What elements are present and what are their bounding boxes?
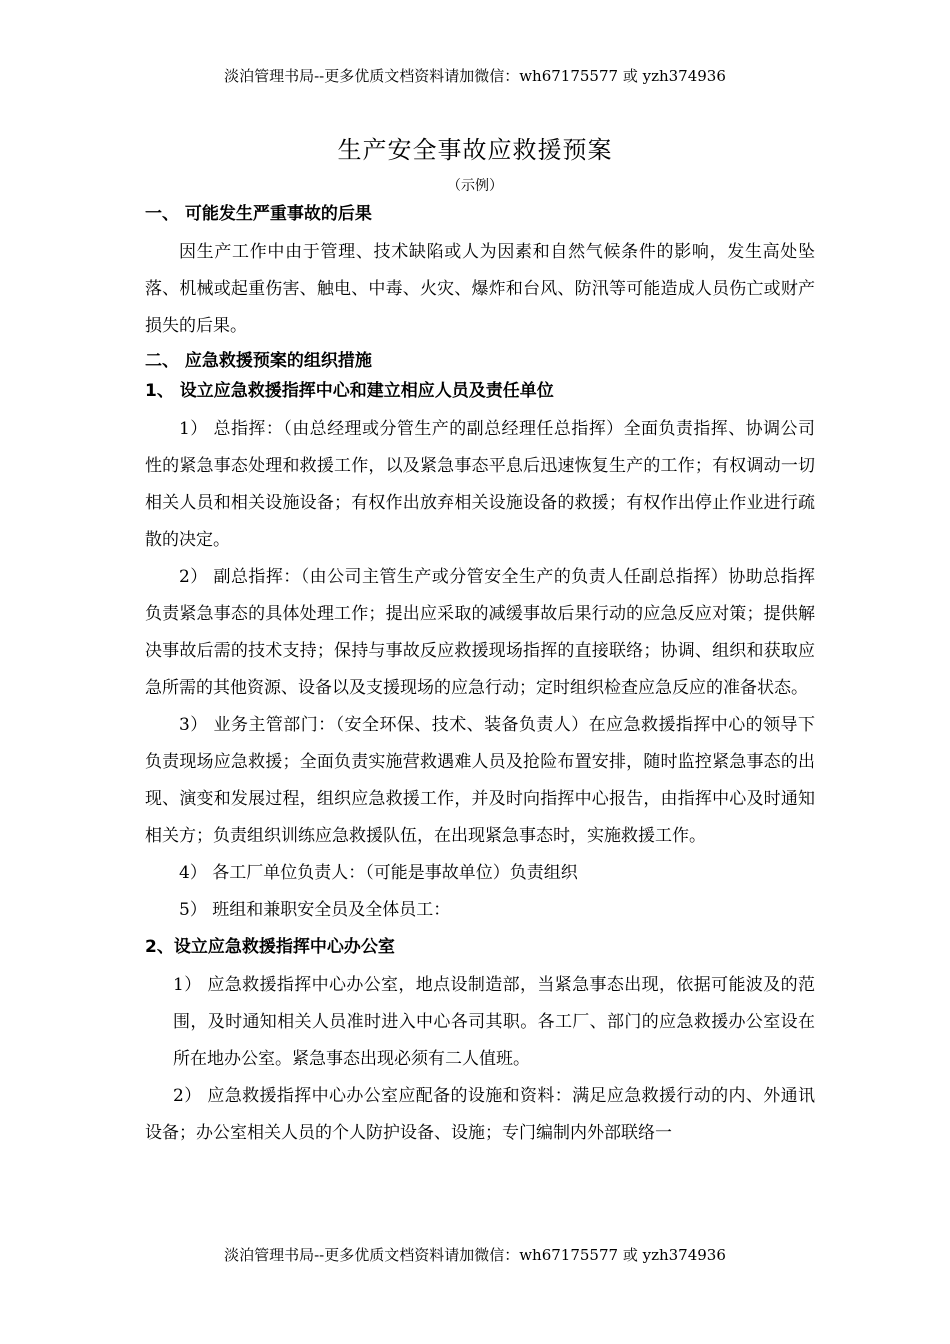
paragraph-business-department: 3） 业务主管部门：（安全环保、技术、装备负责人）在应急救援指挥中心的领导下负责现场应急救援；全面负责实施营救遇难人员及抢险布置安排，随时监控紧急事态的出现、演变和发展过程，组织应急救援工作，并及时向指挥中心报告，由指挥中心及时通知相关方；负责组织训练应急救援队伍，在出现紧急事态时，实施救援工作。 [145,715,815,846]
paragraph-team-staff: 5） 班组和兼职安全员及全体员工： [179,900,451,920]
paragraph-commander: 1） 总指挥：（由总经理或分管生产的副总经理任总指挥）全面负责指挥、协调公司性的紧急事态处理和救援工作，以及紧急事态平息后迅速恢复生产的工作；有权调动一切相关人员和相关设施设备；有权作出放弃相关设施设备的救援；有权作出停止作业进行疏散的决定。 [145,419,815,550]
page-footer: 淡泊管理书局--更多优质文档资料请加微信：wh67175577 或 yzh374936 [224,1246,726,1264]
subsection-heading-2: 2、设立应急救援指挥中心办公室 [145,937,395,957]
section-heading-2: 二、 应急救援预案的组织措施 [145,351,372,371]
document-body [145,200,815,1152]
document-title: 生产安全事故应救援预案 [337,136,613,164]
paragraph-deputy-commander: 2） 副总指挥：（由公司主管生产或分管安全生产的负责人任副总指挥）协助总指挥负责紧急事态的具体处理工作；提出应采取的减缓事故后果行动的应急反应对策；提供解决事故后需的技术支持；保持与事故反应救援现场指挥的直接联络；协调、组织和获取应急所需的其他资源、设备以及支援现场的应急行动；定时组织检查应急反应的准备状态。 [145,567,815,698]
section-heading-1: 一、 可能发生严重事故的后果 [145,204,372,224]
paragraph-factory-heads: 4） 各工厂单位负责人：（可能是事故单位）负责组织 [179,863,578,883]
page-header: 淡泊管理书局--更多优质文档资料请加微信：wh67175577 或 yzh374936 [224,67,726,85]
paragraph-office-equipment: 2） 应急救援指挥中心办公室应配备的设施和资料：满足应急救援行动的内、外通讯设备；办公室相关人员的个人防护设备、设施；专门编制内外部联络一 [145,1086,815,1143]
document-subtitle: （示例） [447,178,503,194]
paragraph-consequences: 因生产工作中由于管理、技术缺陷或人为因素和自然气候条件的影响，发生高处坠落、机械或起重伤害、触电、中毒、火灾、爆炸和台风、防汛等可能造成人员伤亡或财产损失的后果。 [145,242,815,336]
subsection-heading-1: 1、 设立应急救援指挥中心和建立相应人员及责任单位 [145,381,554,401]
paragraph-office-location: 1） 应急救援指挥中心办公室，地点设制造部，当紧急事态出现，依据可能波及的范围，及时通知相关人员准时进入中心各司其职。各工厂、部门的应急救援办公室设在所在地办公室。紧急事态出现必须有二人值班。 [173,975,815,1069]
